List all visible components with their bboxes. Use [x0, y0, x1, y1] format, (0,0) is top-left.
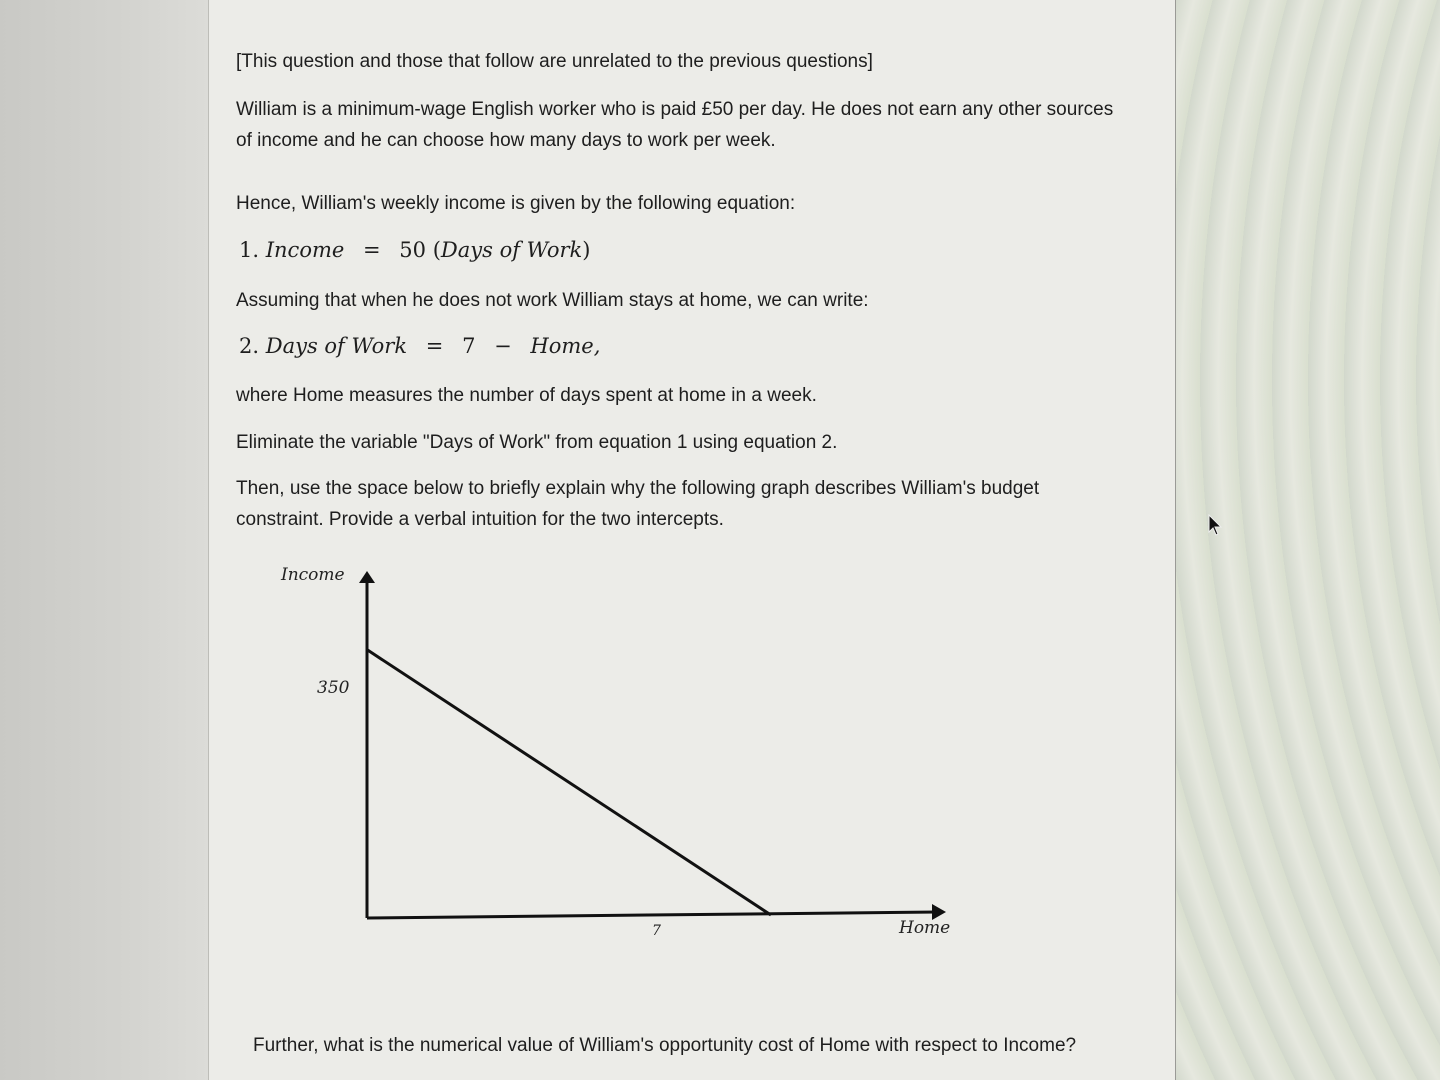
question-hence: Hence, William's weekly income is given by the following equation:	[236, 193, 796, 214]
equation-1-coef: 50	[399, 238, 427, 262]
question-where: where Home measures the number of days spent at home in a week.	[236, 385, 817, 406]
equation-1-number: 1.	[239, 238, 260, 262]
mouse-pointer-icon	[1208, 514, 1224, 538]
y-axis-label: Income	[281, 565, 345, 585]
question-intro: William is a minimum-wage English worker who is paid £50 per day. He does not earn any other sources of income and he can choose how many days to work per week.	[236, 99, 1114, 151]
x-axis-line	[367, 912, 938, 918]
budget-constraint-graph	[209, 555, 1177, 955]
budget-constraint-line	[367, 650, 771, 915]
x-intercept-tick-label: 7	[652, 923, 661, 939]
question-eliminate: Eliminate the variable "Days of Work" from equation 1 using equation 2.	[236, 432, 838, 453]
equation-2-minus: −	[494, 334, 512, 358]
equation-1-var: Days of Work	[440, 238, 583, 262]
budget-constraint-svg	[209, 555, 1177, 955]
y-intercept-tick-label: 350	[317, 678, 350, 698]
question-assume: Assuming that when he does not work William stays at home, we can write:	[236, 290, 869, 311]
equation-1-equals: =	[363, 238, 381, 262]
screen-background-right	[1176, 0, 1440, 1080]
equation-1: 1. Income = 50 (Days of Work)	[239, 238, 591, 262]
equation-2-number: 2.	[239, 334, 260, 358]
equation-2-lhs: Days of Work	[265, 334, 408, 358]
equation-2	[239, 334, 600, 358]
equation-2-equals: =	[425, 334, 444, 358]
equation-1-lhs: Income	[265, 238, 345, 262]
equation-2-var: Home,	[530, 334, 601, 358]
x-axis-label: Home	[899, 918, 951, 938]
question-further: Further, what is the numerical value of William's opportunity cost of Home with respect to Income?	[253, 1035, 1077, 1056]
question-note: [This question and those that follow are unrelated to the previous questions]	[236, 51, 873, 72]
desk-background-left	[0, 0, 210, 1080]
y-axis-arrow	[359, 571, 375, 583]
question-page	[208, 0, 1176, 1080]
question-then: Then, use the space below to briefly explain why the following graph describes William's budget constraint. Provide a verbal intuition for the two intercepts.	[236, 478, 1040, 530]
equation-2-const: 7	[462, 334, 476, 358]
